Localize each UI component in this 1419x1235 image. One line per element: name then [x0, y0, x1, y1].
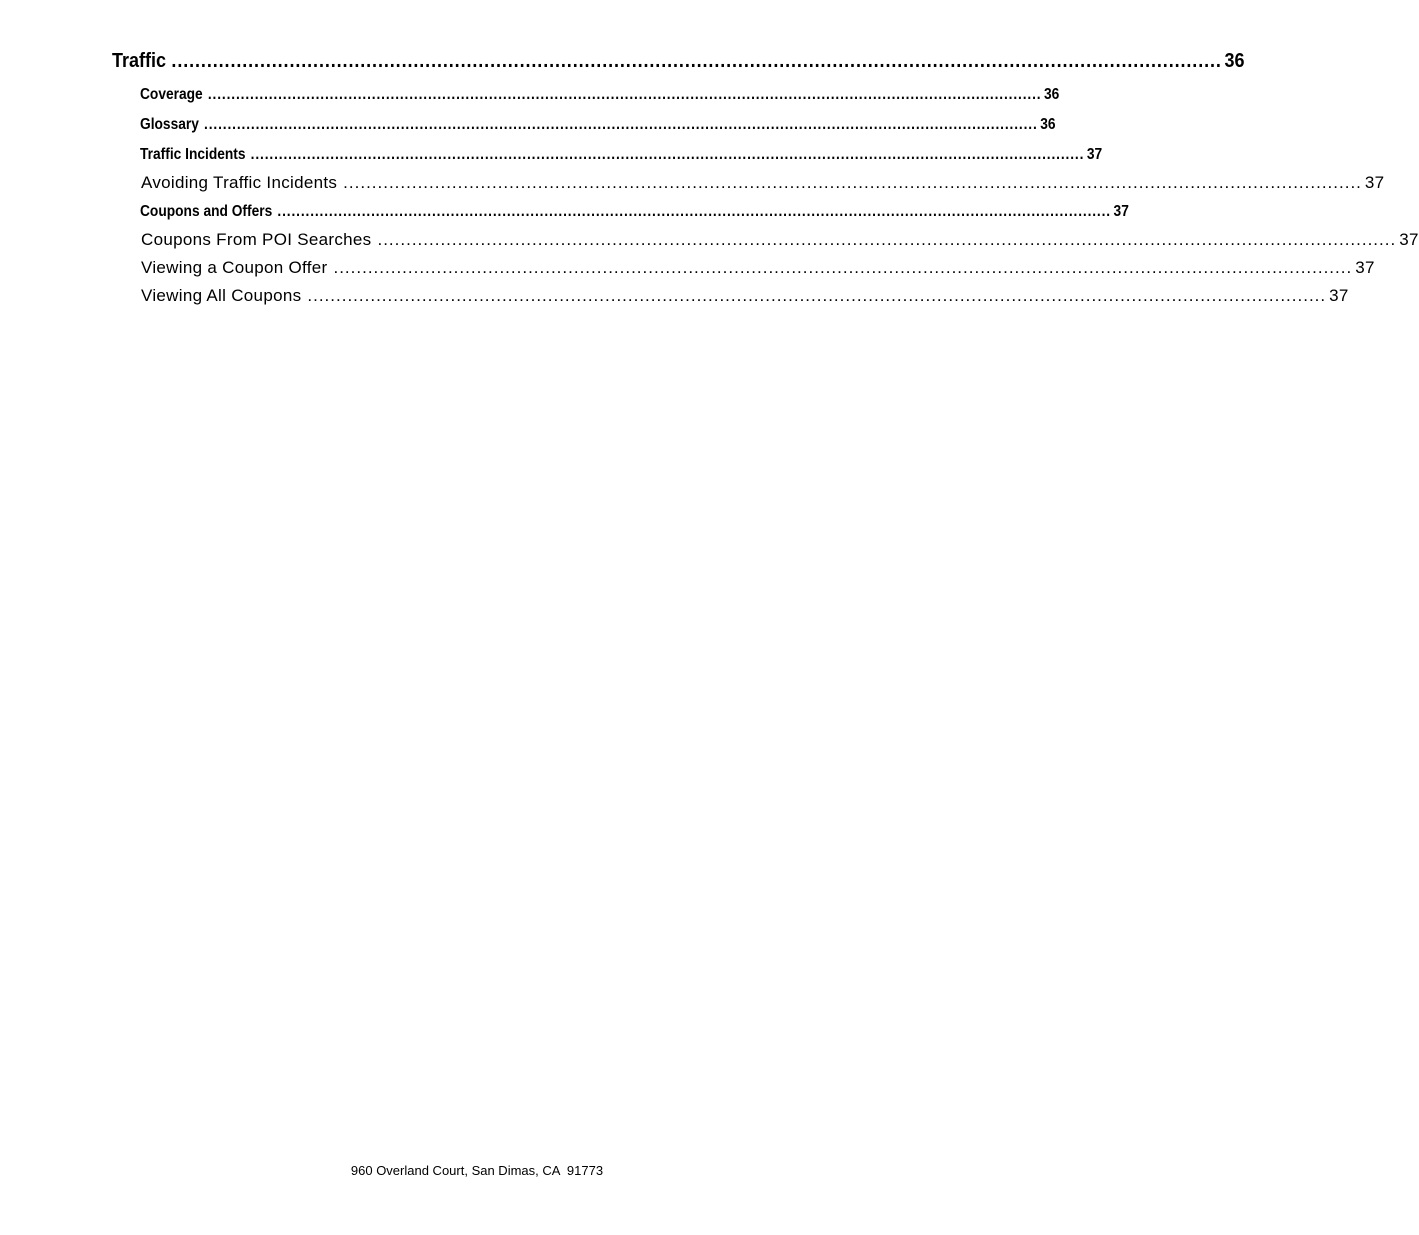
dot-leader: .................................................................................................................................................................................. — [307, 286, 1327, 305]
dot-leader: .................................................................................................................................................................................. — [207, 86, 1042, 103]
toc-entry-traffic-incidents[interactable] — [140, 146, 1103, 164]
toc-entry-label: Viewing a Coupon Offer — [141, 258, 328, 277]
dot-leader: .................................................................................................................................................................................. — [343, 173, 1362, 192]
toc-entry-page: 37 — [1086, 146, 1103, 163]
dot-leader: .................................................................................................................................................................................. — [171, 50, 1222, 72]
toc-entry-label: Avoiding Traffic Incidents — [141, 173, 338, 192]
toc-entry-label: Viewing All Coupons — [141, 286, 302, 305]
toc-entry-page: 37 — [1113, 203, 1129, 220]
toc-entry-avoiding-traffic-incidents[interactable] — [141, 173, 1385, 193]
toc-entry-page: 37 — [1364, 173, 1385, 192]
toc-entry-page: 37 — [1399, 230, 1419, 249]
dot-leader: .................................................................................................................................................................................. — [333, 258, 1353, 277]
toc-entry-coupons-from-poi-searches[interactable] — [141, 230, 1419, 250]
toc-entry-label: Coupons and Offers — [140, 203, 273, 220]
toc-entry-label: Traffic — [112, 50, 167, 72]
toc-entry-coverage[interactable] — [140, 86, 1060, 104]
toc-entry-page: 36 — [1040, 116, 1056, 133]
toc-entry-label: Traffic Incidents — [140, 146, 246, 163]
toc-entry-page: 36 — [1044, 86, 1060, 103]
toc-entry-coupons-and-offers[interactable] — [140, 203, 1129, 221]
toc-entry-viewing-a-coupon-offer[interactable] — [141, 258, 1375, 278]
dot-leader: .................................................................................................................................................................................. — [204, 116, 1038, 133]
toc-entry-viewing-all-coupons[interactable] — [141, 286, 1349, 306]
dot-leader: .................................................................................................................................................................................. — [250, 146, 1085, 163]
toc-entry-label: Coverage — [140, 86, 203, 103]
toc-entry-traffic[interactable] — [112, 50, 1245, 73]
toc-entry-label: Glossary — [140, 116, 199, 133]
footer-address: 960 Overland Court, San Dimas, CA 91773 — [350, 1163, 604, 1178]
toc-entry-label: Coupons From POI Searches — [141, 230, 372, 249]
toc-entry-page: 37 — [1329, 286, 1349, 305]
dot-leader: .................................................................................................................................................................................. — [277, 203, 1111, 220]
toc-entry-glossary[interactable] — [140, 116, 1056, 134]
toc-entry-page: 37 — [1355, 258, 1375, 277]
toc-entry-page: 36 — [1224, 50, 1245, 72]
dot-leader: .................................................................................................................................................................................. — [377, 230, 1397, 249]
